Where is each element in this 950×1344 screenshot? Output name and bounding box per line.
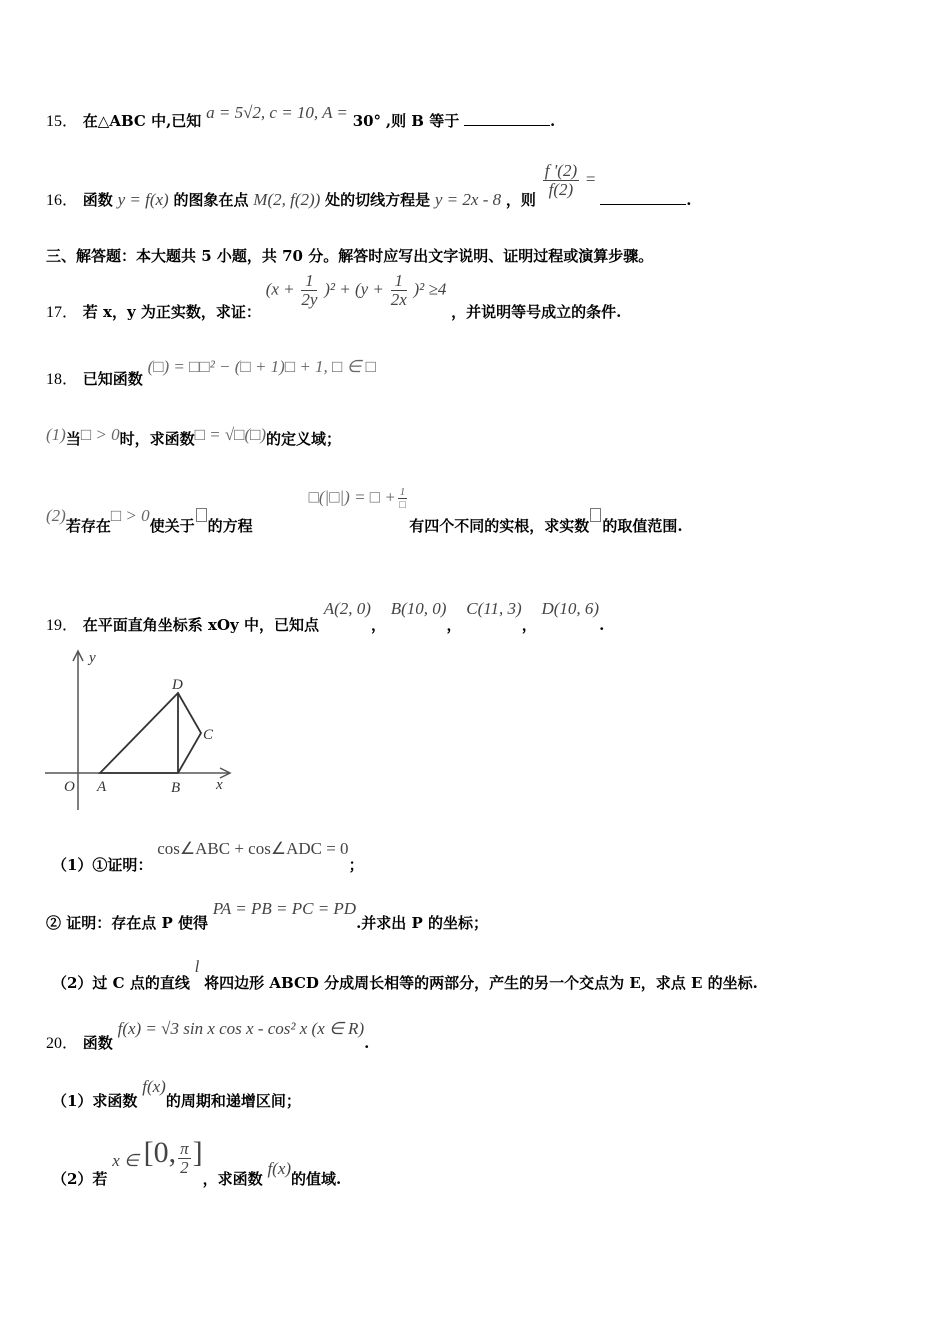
point-b: B(10, 0) bbox=[390, 599, 447, 618]
question-text: 使关于 bbox=[149, 516, 195, 535]
math-expression: )² ≥4 bbox=[413, 279, 447, 299]
angle-value: 30° bbox=[352, 112, 382, 130]
section-heading: 三、解答题：本大题共 5 小题，共 70 分。解答时应写出文字说明、证明过程或演算步骤。 bbox=[46, 247, 654, 265]
question-20-part-2 bbox=[52, 1136, 342, 1188]
fraction-numerator: π bbox=[180, 1138, 189, 1158]
math-formula: f(x) = √3 sin x cos x - cos² x (x ∈ R) bbox=[117, 1019, 365, 1038]
equals-sign: = bbox=[585, 169, 596, 189]
missing-symbol bbox=[590, 508, 601, 522]
question-number: 18． bbox=[46, 371, 79, 388]
fraction-denominator: 2 bbox=[180, 1157, 189, 1177]
math-expression: a = 5√2, c = 10, A = bbox=[206, 103, 348, 122]
question-text: 处的切线方程是 bbox=[325, 190, 431, 209]
question-16 bbox=[46, 161, 692, 209]
question-text: 若 x，y 为正实数，求证： bbox=[82, 302, 261, 321]
answer-blank bbox=[464, 113, 550, 126]
quadrilateral-abcd bbox=[100, 693, 201, 773]
question-18-part-1 bbox=[46, 424, 342, 448]
question-19-part-1-ii bbox=[46, 898, 489, 932]
separator: ， bbox=[370, 616, 386, 634]
x-axis-label: x bbox=[216, 777, 223, 793]
separator: ， bbox=[521, 616, 537, 634]
question-text: 已知函数 bbox=[82, 370, 143, 388]
fraction bbox=[398, 486, 408, 511]
question-text: 有四个不同的实根，求实数 bbox=[409, 516, 590, 535]
math-function: f(x) bbox=[267, 1159, 292, 1178]
point-c: C(11, 3) bbox=[466, 599, 522, 618]
math-function: f(x) bbox=[142, 1077, 166, 1096]
question-text: ，则 bbox=[505, 190, 536, 209]
math-expression: M(2, f(2)) bbox=[253, 189, 321, 209]
fraction-denominator: 2x bbox=[390, 290, 407, 309]
question-18 bbox=[46, 354, 376, 388]
math-condition: □ > 0 bbox=[80, 425, 120, 444]
period: . bbox=[364, 1034, 370, 1052]
question-18-part-2 bbox=[46, 486, 683, 535]
question-text: 的取值范围. bbox=[602, 516, 683, 535]
question-text: 的值域. bbox=[291, 1170, 342, 1188]
question-number: 19． bbox=[46, 617, 79, 634]
question-text: 的方程 bbox=[207, 516, 253, 535]
math-expression: (x + bbox=[265, 279, 295, 299]
fraction-numerator: 1 bbox=[301, 272, 317, 291]
question-text: ，并说明等号成立的条件. bbox=[451, 302, 622, 321]
question-20-part-1 bbox=[52, 1076, 301, 1110]
fraction-denominator: 2y bbox=[301, 290, 318, 309]
fraction-numerator: f '(2) bbox=[544, 161, 578, 180]
question-19-part-2 bbox=[52, 956, 758, 992]
interval-bracket: ] bbox=[192, 1136, 203, 1169]
part-label: (2) bbox=[46, 505, 66, 525]
fraction-denominator: □ bbox=[399, 499, 406, 511]
question-text: ② 证明：存在点 P 使得 bbox=[46, 914, 208, 932]
question-text: ,则 B 等于 bbox=[385, 112, 460, 130]
math-formula-image: (□) = □□² − (□ + 1)□ + 1, □ ∈ □ bbox=[147, 357, 376, 376]
math-function: □ = √□(□) bbox=[194, 425, 267, 444]
missing-symbol bbox=[196, 508, 207, 522]
fraction bbox=[178, 1140, 191, 1177]
math-expression: x ∈ bbox=[112, 1151, 139, 1170]
question-19-part-1 bbox=[52, 838, 364, 874]
line-symbol: l bbox=[194, 957, 200, 976]
part-label: (1) bbox=[46, 425, 66, 444]
origin-label: O bbox=[64, 779, 75, 795]
math-equation: □(|□|) = □ + bbox=[308, 487, 396, 507]
point-a: A(2, 0) bbox=[323, 599, 371, 618]
math-expression: PA = PB = PC = PD bbox=[212, 899, 357, 918]
separator: ， bbox=[446, 616, 462, 634]
question-text: 在平面直角坐标系 xOy 中，已知点 bbox=[82, 616, 319, 634]
math-expression: y = 2x - 8 bbox=[434, 189, 502, 209]
interval-bracket: [0, bbox=[143, 1136, 177, 1169]
math-expression: cos∠ABC + cos∠ADC = 0 bbox=[157, 839, 349, 858]
point-b-label: B bbox=[171, 780, 181, 796]
point-c-label: C bbox=[203, 727, 214, 743]
coordinate-figure bbox=[40, 645, 240, 820]
point-d-label: D bbox=[172, 677, 183, 693]
period: . bbox=[599, 616, 605, 634]
question-text: 若存在 bbox=[65, 516, 111, 535]
fraction bbox=[301, 272, 317, 309]
question-text: ，求函数 bbox=[202, 1170, 263, 1188]
part-label: （1）①证明： bbox=[52, 856, 153, 874]
fraction bbox=[391, 272, 407, 309]
point-d: D(10, 6) bbox=[541, 599, 600, 618]
fraction-numerator: 1 bbox=[391, 272, 407, 291]
punctuation: ； bbox=[348, 856, 364, 874]
period: . bbox=[549, 112, 556, 130]
fraction-denominator: f(2) bbox=[548, 180, 574, 199]
math-expression: y = f(x) bbox=[117, 189, 169, 209]
fraction-numerator: 1 bbox=[399, 486, 406, 498]
answer-blank bbox=[600, 192, 686, 205]
question-text: 时，求函数 bbox=[119, 430, 195, 448]
question-text: （1）求函数 bbox=[52, 1092, 138, 1110]
point-a-label: A bbox=[97, 779, 107, 795]
y-axis-label: y bbox=[89, 650, 96, 666]
question-text: （2）若 bbox=[52, 1170, 108, 1188]
question-text: 在△ABC 中,已知 bbox=[82, 112, 202, 130]
fraction bbox=[543, 162, 579, 199]
question-19 bbox=[46, 596, 605, 634]
question-text: 当 bbox=[65, 430, 81, 448]
question-text: 的图象在点 bbox=[173, 190, 249, 209]
question-text: 函数 bbox=[82, 190, 113, 209]
question-text: .并求出 P 的坐标； bbox=[356, 914, 489, 932]
question-number: 17． bbox=[46, 303, 79, 321]
question-17 bbox=[46, 271, 622, 321]
question-text: 的定义域； bbox=[266, 430, 342, 448]
question-text: 的周期和递增区间； bbox=[165, 1092, 301, 1110]
question-20 bbox=[46, 1016, 370, 1052]
question-text: 函数 bbox=[82, 1034, 113, 1052]
period: . bbox=[686, 190, 692, 209]
question-number: 20． bbox=[46, 1035, 79, 1052]
question-15 bbox=[46, 103, 556, 131]
math-expression: )² + (y + bbox=[324, 279, 384, 299]
math-condition: □ > 0 bbox=[110, 505, 150, 525]
question-number: 15． bbox=[46, 113, 79, 130]
question-text: （2）过 C 点的直线 bbox=[52, 974, 190, 992]
question-number: 16． bbox=[46, 191, 79, 209]
question-text: 将四边形 ABCD 分成周长相等的两部分，产生的另一个交点为 E，求点 E 的坐标. bbox=[204, 974, 758, 992]
